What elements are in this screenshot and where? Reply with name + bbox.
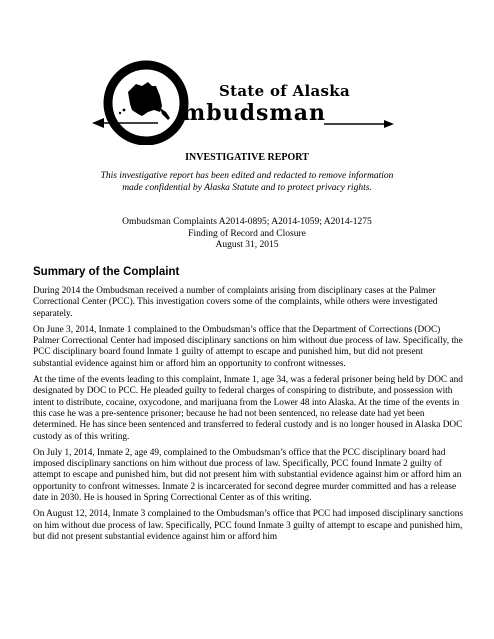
paragraph: On August 12, 2014, Inmate 3 complained to the Ombudsman’s office that PCC had imposed disciplinary sanctions on him without due process of law. Specifically, PCC found Inmate 3 guilty of attempt to escape and punished him, but did not present substantial evidence against him or afford him [33, 509, 464, 542]
finding-label: Finding of Record and Closure [188, 228, 306, 239]
report-title: INVESTIGATIVE REPORT [185, 152, 309, 163]
logo-state-of-alaska: State of Alaska [219, 82, 350, 100]
report-date: August 31, 2015 [215, 240, 279, 250]
section-heading: Summary of the Complaint [33, 266, 180, 278]
paragraph: On June 3, 2014, Inmate 1 complained to the Ombudsman’s office that the Department of Corrections (DOC) Palmer Correctional Center had imposed disciplinary sanctions on him without due process of law. Specifically, the PCC disciplinary board found Inmate 1 guilty of attempt to escape and punished him, but did not present substantial evidence against him or afford him an opportunity to confront witnesses. [33, 324, 463, 369]
section-body [33, 286, 463, 548]
report-meta [0, 217, 494, 252]
redaction-note [100, 170, 394, 194]
redaction-note-line: made confidential by Alaska Statute and to protect privacy rights. [122, 183, 372, 193]
paragraph: On July 1, 2014, Inmate 2, age 49, complained to the Ombudsman’s office that the PCC disciplinary board had imposed disciplinary sanctions on him without due process of law. Specifically, PCC found Inmate 2 guilty of attempt to escape and punished him, but did not present him with substantial evidence against him or afford him an opportunity to confront witnesses. Inmate 2 is incarcerated for second degree murder committed and has a release date in 2030. He is housed in Spring Correctional Center as of this writing. [33, 447, 462, 504]
ombudsman-logo [0, 0, 494, 145]
logo-ombudsman: mbudsman [182, 100, 326, 126]
paragraph: At the time of the events leading to this complaint, Inmate 1, age 34, was a federal prisoner being held by DOC and designated by DOC to PCC. He pleaded guilty to federal charges of conspiring to distribute, and possession with intent to distribute, cocaine, oxycodone, and marijuana from the Lower 48 into Alaska. At the time of the events in this case he was a pre-sentence prisoner; because he had not been sentenced, no release date had yet been determined. He has since been sentenced and transferred to federal custody and is no longer housed in Alaska DOC custody as of this writing. [33, 375, 463, 442]
complaint-numbers: Ombudsman Complaints A2014-0895; A2014-1059; A2014-1275 [122, 217, 372, 227]
paragraph: During 2014 the Ombudsman received a number of complaints arising from disciplinary cases at the Palmer Correctional Center (PCC). This investigation covers some of the complaints, while others were investigated separately. [33, 286, 438, 319]
redaction-note-line: This investigative report has been edited and redacted to remove information [100, 171, 394, 181]
